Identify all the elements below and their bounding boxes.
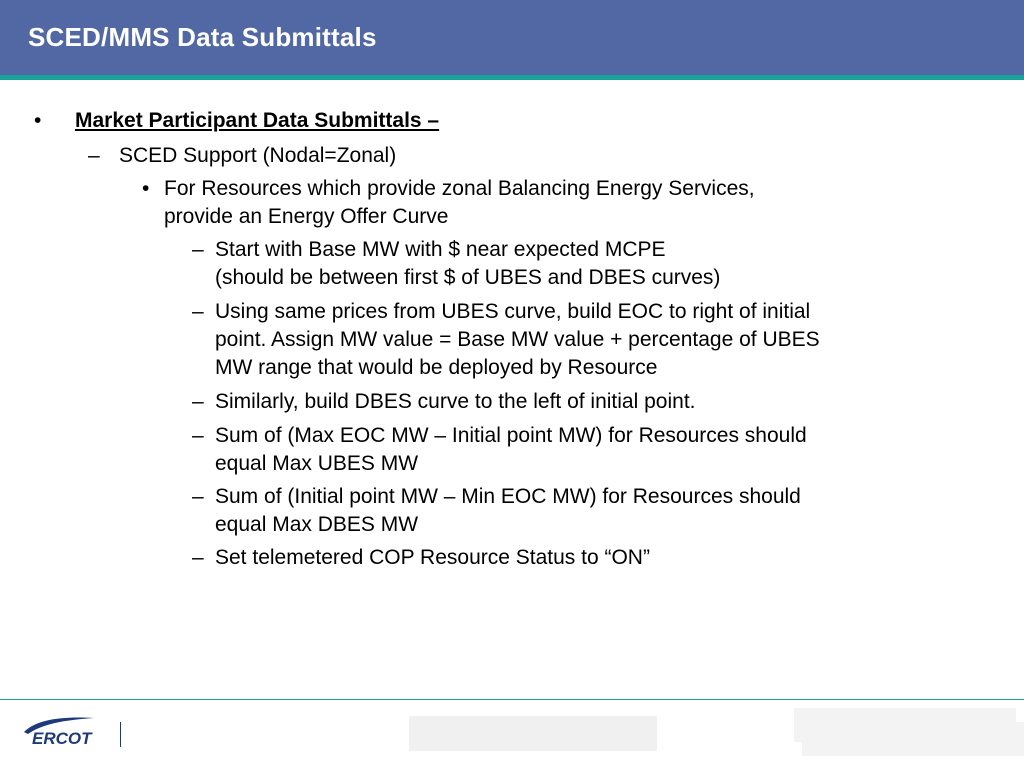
level4-text-line: Sum of (Max EOC MW – Initial point MW) for Resources should — [215, 424, 807, 447]
level4-dash: – — [192, 300, 204, 323]
level4-dash: – — [192, 485, 204, 508]
level4-text-line: equal Max UBES MW — [215, 452, 419, 475]
level4-dash: – — [192, 424, 204, 447]
level4-text-line: (should be between first $ of UBES and DBES curves) — [215, 266, 721, 289]
level4-text-line: point. Assign MW value = Base MW value + percentage of UBES — [215, 328, 820, 351]
level4-text-line: Sum of (Initial point MW – Min EOC MW) for Resources should — [215, 485, 801, 508]
level4-text-line: Start with Base MW with $ near expected MCPE — [215, 238, 666, 261]
slide-title: SCED/MMS Data Submittals — [28, 22, 377, 52]
level4-dash: – — [192, 238, 204, 261]
level1-heading: Market Participant Data Submittals – — [75, 109, 440, 132]
logo-wordmark: ERCOT — [32, 729, 92, 748]
footer-placeholder-box — [409, 716, 657, 751]
footer-placeholder-box — [802, 722, 1024, 756]
level4-text-line: Set telemetered COP Resource Status to “ON” — [215, 546, 650, 569]
footer-accent-rule — [0, 699, 1024, 700]
level4-dash: – — [192, 390, 204, 413]
level4-text-line: Similarly, build DBES curve to the left of initial point. — [215, 390, 696, 413]
level4-text-line: Using same prices from UBES curve, build EOC to right of initial — [215, 300, 811, 323]
level3-text-line: For Resources which provide zonal Balancing Energy Services, — [164, 177, 755, 200]
level4-text-line: MW range that would be deployed by Resource — [215, 356, 658, 379]
level4-text-line: equal Max DBES MW — [215, 513, 419, 536]
ercot-logo-graphic — [20, 712, 100, 752]
logo-divider — [120, 722, 121, 747]
level2-text: SCED Support (Nodal=Zonal) — [119, 144, 397, 167]
level3-text-line: provide an Energy Offer Curve — [164, 205, 449, 228]
level2-dash: – — [88, 144, 100, 167]
ercot-logo-icon — [20, 712, 100, 752]
level3-bullet: • — [142, 177, 150, 200]
level4-dash: – — [192, 546, 204, 569]
level1-bullet: • — [34, 109, 42, 132]
